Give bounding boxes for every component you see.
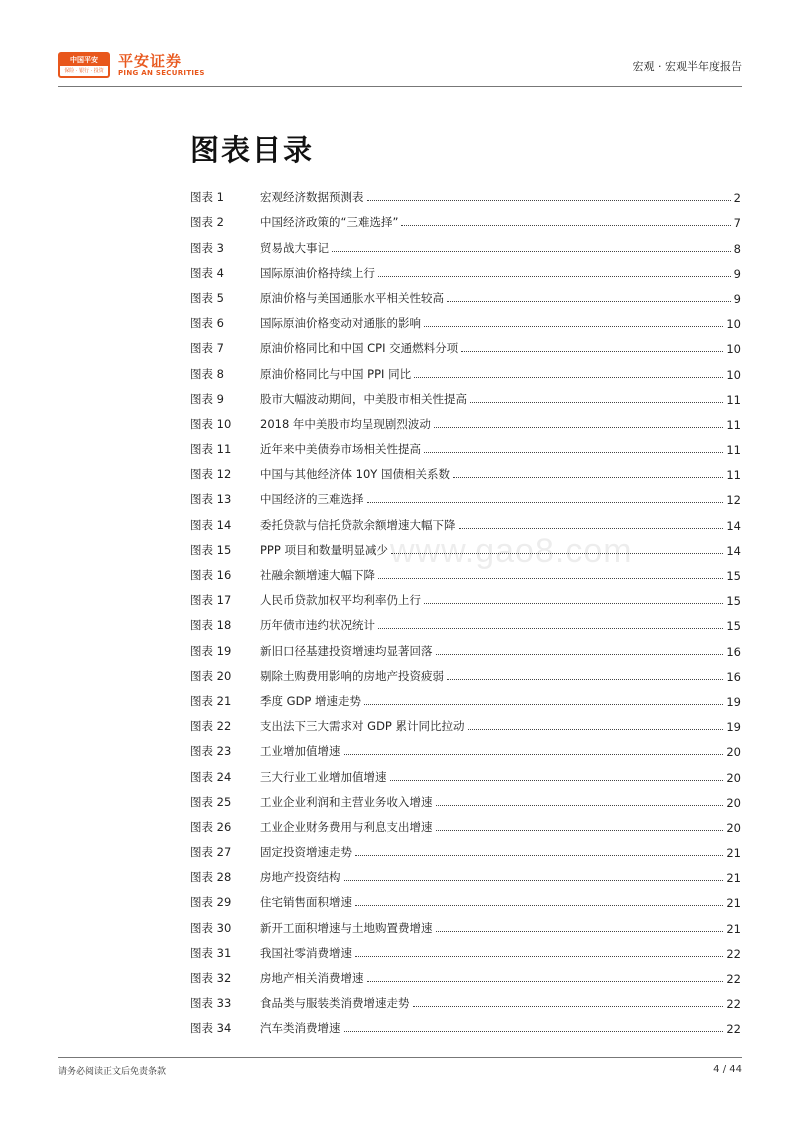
toc-entry-title: 工业增加值增速 bbox=[260, 744, 341, 759]
toc-leader-dots bbox=[436, 653, 724, 655]
toc-entry-title: 工业企业财务费用与利息支出增速 bbox=[260, 819, 433, 834]
toc-entry-page: 14 bbox=[726, 543, 741, 558]
toc-entry-title: 中国与其他经济体 10Y 国债相关系数 bbox=[260, 467, 450, 482]
toc-leader-dots bbox=[367, 199, 731, 201]
toc-entry-title: 三大行业工业增加值增速 bbox=[260, 769, 387, 784]
toc-entry-label: 图表 7 bbox=[190, 341, 224, 356]
toc-entry-page: 19 bbox=[726, 694, 741, 709]
toc-leader-dots bbox=[424, 451, 723, 453]
report-type: 宏观 · 宏观半年度报告 bbox=[632, 60, 742, 73]
toc-entry-page: 22 bbox=[726, 946, 741, 961]
ping-an-logo bbox=[58, 52, 110, 78]
toc-entry-title: 新开工面积增速与土地购置费增速 bbox=[260, 920, 433, 935]
toc-entry-page: 10 bbox=[726, 367, 741, 382]
toc-entry-label: 图表 6 bbox=[190, 316, 224, 331]
brand-name-en: PING AN SECURITIES bbox=[118, 69, 205, 77]
toc-leader-dots bbox=[434, 426, 723, 428]
toc-entry[interactable] bbox=[190, 583, 741, 608]
toc-leader-dots bbox=[344, 753, 724, 755]
toc-entry-page: 22 bbox=[726, 1022, 741, 1037]
toc-entry[interactable] bbox=[190, 810, 741, 835]
toc-entry-page: 21 bbox=[726, 846, 741, 861]
toc-entry-title: 中国经济政策的“三难选择” bbox=[260, 215, 399, 230]
toc-leader-dots bbox=[355, 955, 723, 957]
toc-leader-dots bbox=[344, 1030, 724, 1032]
toc-entry-page: 11 bbox=[726, 417, 741, 432]
toc-entry[interactable] bbox=[190, 382, 741, 407]
toc-leader-dots bbox=[390, 779, 724, 781]
toc-entry[interactable] bbox=[190, 910, 741, 935]
watermark: www.gao8.com bbox=[390, 532, 633, 570]
toc-entry-page: 21 bbox=[726, 896, 741, 911]
toc-entry-label: 图表 24 bbox=[190, 769, 232, 784]
toc-entry-title: 新旧口径基建投资增速均显著回落 bbox=[260, 643, 433, 658]
toc-entry-title: 支出法下三大需求对 GDP 累计同比拉动 bbox=[260, 719, 465, 734]
toc-leader-dots bbox=[447, 678, 723, 680]
toc-leader-dots bbox=[447, 300, 731, 302]
toc-entry[interactable] bbox=[190, 709, 741, 734]
toc-entry-label: 图表 4 bbox=[190, 265, 224, 280]
toc-entry-page: 2 bbox=[733, 191, 741, 206]
toc-entry-page: 20 bbox=[726, 820, 741, 835]
toc-entry-label: 图表 25 bbox=[190, 794, 232, 809]
toc-entry-title: 固定投资增速走势 bbox=[260, 845, 352, 860]
toc-leader-dots bbox=[424, 602, 723, 604]
toc-entry-page: 7 bbox=[733, 216, 741, 231]
toc-entry-label: 图表 15 bbox=[190, 542, 232, 557]
toc-leader-dots bbox=[367, 501, 724, 503]
toc-entry-label: 图表 19 bbox=[190, 643, 232, 658]
toc-entry-label: 图表 3 bbox=[190, 240, 224, 255]
toc-entry-label: 图表 33 bbox=[190, 996, 232, 1011]
toc-entry-page: 9 bbox=[733, 291, 741, 306]
toc-entry-label: 图表 2 bbox=[190, 215, 224, 230]
toc-entry-title: 历年债市违约状况统计 bbox=[260, 618, 375, 633]
toc-entry-title: 股市大幅波动期间，中美股市相关性提高 bbox=[260, 391, 467, 406]
toc-entry-title: 工业企业利润和主营业务收入增速 bbox=[260, 794, 433, 809]
toc-entry[interactable] bbox=[190, 507, 741, 532]
toc-entry-page: 22 bbox=[726, 972, 741, 986]
toc-entry[interactable] bbox=[190, 961, 741, 986]
toc-entry[interactable] bbox=[190, 256, 741, 281]
brand-name-cn: 平安证券 bbox=[118, 52, 183, 70]
table-of-figures bbox=[190, 180, 741, 1036]
toc-leader-dots bbox=[378, 627, 723, 629]
toc-entry-label: 图表 29 bbox=[190, 895, 232, 910]
page-title: 图表目录 bbox=[190, 133, 315, 167]
toc-entry-title: 季度 GDP 增速走势 bbox=[260, 693, 362, 708]
toc-entry-label: 图表 5 bbox=[190, 290, 224, 305]
toc-leader-dots bbox=[344, 879, 724, 881]
toc-leader-dots bbox=[355, 854, 723, 856]
toc-entry-page: 10 bbox=[726, 342, 741, 357]
toc-entry[interactable] bbox=[190, 230, 741, 255]
toc-entry-page: 8 bbox=[733, 241, 741, 256]
toc-entry-label: 图表 28 bbox=[190, 870, 232, 885]
toc-entry-label: 图表 21 bbox=[190, 693, 232, 708]
toc-entry[interactable] bbox=[190, 860, 741, 885]
toc-entry-label: 图表 34 bbox=[190, 1021, 232, 1036]
toc-entry-title: 近年来中美债券市场相关性提高 bbox=[260, 442, 421, 457]
toc-entry-title: 社融余额增速大幅下降 bbox=[260, 568, 375, 582]
toc-entry-title: 国际原油价格持续上行 bbox=[260, 265, 375, 280]
toc-entry-title: 我国社零消费增速 bbox=[260, 945, 352, 960]
toc-entry-title: 原油价格同比与中国 PPI 同比 bbox=[260, 366, 412, 381]
toc-entry-page: 11 bbox=[726, 443, 741, 458]
toc-leader-dots bbox=[378, 275, 731, 277]
toc-entry[interactable] bbox=[190, 936, 741, 961]
toc-entry-label: 图表 20 bbox=[190, 668, 232, 683]
toc-entry-page: 22 bbox=[726, 997, 741, 1012]
toc-entry-page: 11 bbox=[726, 392, 741, 407]
toc-entry-page: 11 bbox=[726, 468, 741, 483]
toc-entry[interactable] bbox=[190, 633, 741, 658]
toc-entry[interactable] bbox=[190, 432, 741, 457]
toc-entry-page: 15 bbox=[726, 594, 741, 609]
toc-entry-title: 人民币贷款加权平均利率仍上行 bbox=[260, 593, 421, 608]
toc-entry-label: 图表 18 bbox=[190, 618, 232, 633]
toc-leader-dots bbox=[436, 804, 724, 806]
toc-entry-title: 国际原油价格变动对通胀的影响 bbox=[260, 316, 421, 331]
toc-entry[interactable] bbox=[190, 180, 741, 205]
toc-entry-label: 图表 27 bbox=[190, 845, 232, 860]
toc-entry-title: PPP 项目和数量明显减少 bbox=[260, 542, 388, 557]
toc-entry[interactable] bbox=[190, 734, 741, 759]
toc-entry-title: 原油价格与美国通胀水平相关性较高 bbox=[260, 290, 444, 305]
toc-leader-dots bbox=[378, 577, 723, 579]
toc-leader-dots bbox=[332, 250, 731, 252]
page-number: 4 / 44 bbox=[713, 1064, 742, 1075]
toc-entry[interactable] bbox=[190, 1011, 741, 1036]
toc-entry-page: 10 bbox=[726, 317, 741, 332]
toc-entry[interactable] bbox=[190, 835, 741, 860]
toc-entry-page: 20 bbox=[726, 770, 741, 785]
toc-entry-title: 贸易战大事记 bbox=[260, 240, 329, 255]
toc-entry-title: 剔除土购费用影响的房地产投资疲弱 bbox=[260, 668, 444, 683]
toc-entry-label: 图表 16 bbox=[190, 568, 232, 582]
toc-entry[interactable] bbox=[190, 356, 741, 381]
toc-entry-page: 16 bbox=[726, 669, 741, 684]
toc-entry[interactable] bbox=[190, 306, 741, 331]
toc-entry-label: 图表 22 bbox=[190, 719, 232, 734]
toc-entry-title: 宏观经济数据预测表 bbox=[260, 190, 364, 205]
toc-leader-dots bbox=[424, 325, 723, 327]
toc-entry[interactable] bbox=[190, 759, 741, 784]
toc-entry-page: 15 bbox=[726, 619, 741, 634]
toc-entry[interactable] bbox=[190, 785, 741, 810]
logo-box-bottom-text: 保险 · 银行 · 投资 bbox=[64, 68, 104, 74]
toc-entry-page: 12 bbox=[726, 493, 741, 508]
toc-entry-page: 16 bbox=[726, 644, 741, 659]
toc-leader-dots bbox=[364, 703, 723, 705]
toc-entry-page: 15 bbox=[726, 569, 741, 583]
toc-entry[interactable] bbox=[190, 407, 741, 432]
toc-leader-dots bbox=[355, 904, 723, 906]
toc-leader-dots bbox=[436, 829, 724, 831]
toc-leader-dots bbox=[413, 1005, 724, 1007]
toc-entry-title: 食品类与服装类消费增速走势 bbox=[260, 996, 410, 1011]
toc-entry-label: 图表 31 bbox=[190, 945, 232, 960]
toc-entry[interactable] bbox=[190, 659, 741, 684]
toc-leader-dots bbox=[401, 224, 730, 226]
toc-leader-dots bbox=[468, 728, 724, 730]
toc-entry-title: 房地产相关消费增速 bbox=[260, 971, 364, 985]
toc-entry-label: 图表 8 bbox=[190, 366, 224, 381]
toc-entry[interactable] bbox=[190, 684, 741, 709]
toc-leader-dots bbox=[414, 376, 723, 378]
toc-leader-dots bbox=[453, 476, 723, 478]
toc-entry-page: 21 bbox=[726, 921, 741, 936]
toc-entry[interactable] bbox=[190, 986, 741, 1011]
toc-entry-page: 21 bbox=[726, 871, 741, 886]
toc-entry-label: 图表 13 bbox=[190, 492, 232, 507]
toc-entry-label: 图表 23 bbox=[190, 744, 232, 759]
logo-box-top-text: 中国平安 bbox=[60, 54, 108, 66]
toc-entry-label: 图表 10 bbox=[190, 416, 232, 431]
toc-leader-dots bbox=[459, 527, 724, 529]
toc-entry-title: 原油价格同比和中国 CPI 交通燃料分项 bbox=[260, 341, 459, 356]
toc-entry-label: 图表 12 bbox=[190, 467, 232, 482]
toc-leader-dots bbox=[461, 350, 723, 352]
toc-entry-label: 图表 17 bbox=[190, 593, 232, 608]
toc-entry[interactable] bbox=[190, 281, 741, 306]
toc-entry-page: 14 bbox=[726, 518, 741, 533]
toc-entry-page: 20 bbox=[726, 795, 741, 810]
toc-entry[interactable] bbox=[190, 457, 741, 482]
toc-entry-title: 房地产投资结构 bbox=[260, 870, 341, 885]
footer-disclaimer: 请务必阅读正文后免责条款 bbox=[58, 1067, 167, 1077]
toc-entry-title: 住宅销售面积增速 bbox=[260, 895, 352, 910]
toc-entry-label: 图表 14 bbox=[190, 517, 232, 532]
toc-entry-title: 中国经济的三难选择 bbox=[260, 492, 364, 507]
toc-entry-page: 9 bbox=[733, 266, 741, 281]
toc-entry-label: 图表 26 bbox=[190, 819, 232, 834]
toc-entry-page: 20 bbox=[726, 745, 741, 760]
toc-entry-page: 19 bbox=[726, 720, 741, 735]
toc-entry-label: 图表 1 bbox=[190, 190, 224, 205]
toc-entry[interactable] bbox=[190, 205, 741, 230]
toc-entry-title: 委托贷款与信托贷款余额增速大幅下降 bbox=[260, 517, 456, 532]
toc-entry-label: 图表 30 bbox=[190, 920, 232, 935]
toc-entry-label: 图表 9 bbox=[190, 391, 224, 406]
toc-leader-dots bbox=[436, 930, 724, 932]
toc-entry[interactable] bbox=[190, 885, 741, 910]
toc-leader-dots bbox=[367, 980, 724, 982]
toc-entry[interactable] bbox=[190, 482, 741, 507]
toc-entry-title: 汽车类消费增速 bbox=[260, 1021, 341, 1036]
footer-divider bbox=[58, 1057, 742, 1058]
toc-entry[interactable] bbox=[190, 608, 741, 633]
toc-entry-label: 图表 11 bbox=[190, 442, 232, 457]
toc-entry-title: 2018 年中美股市均呈现剧烈波动 bbox=[260, 416, 431, 431]
header-divider bbox=[58, 86, 742, 87]
toc-leader-dots bbox=[470, 401, 723, 403]
page-header bbox=[0, 0, 800, 90]
toc-entry[interactable] bbox=[190, 331, 741, 356]
toc-entry-label: 图表 32 bbox=[190, 971, 232, 985]
